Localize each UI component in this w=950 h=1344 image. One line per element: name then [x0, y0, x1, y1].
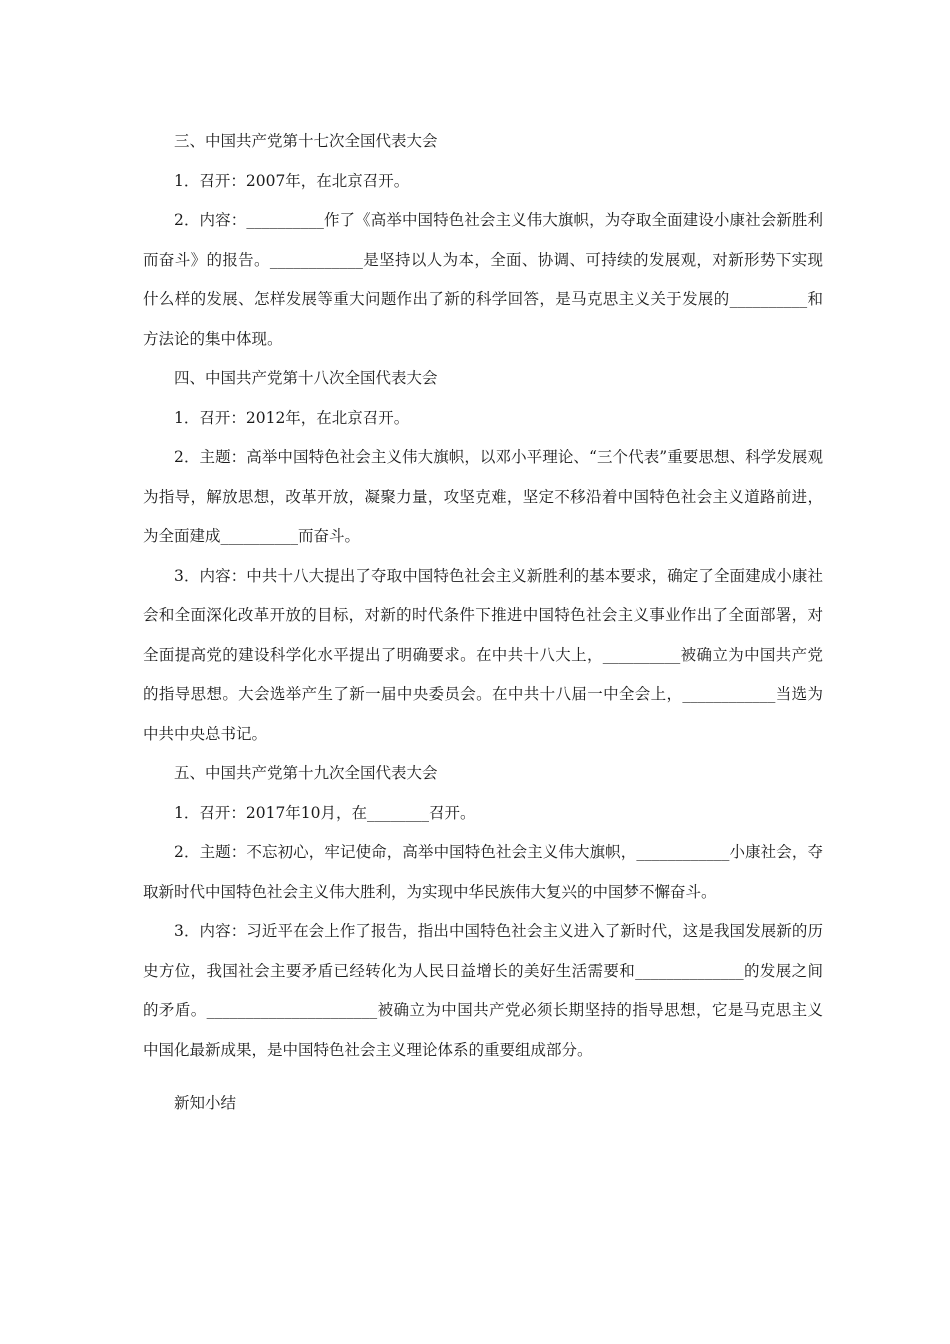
paragraph-17th-content: 2．内容：__________作了《高举中国特色社会主义伟大旗帜，为夺取全面建设小康社会新胜利而奋斗》的报告。____________是坚持以人为本，全面、协调、可持续的发展观，对新形势下实现什么样的发展、怎样发展等重大问题作出了新的科学回答，是马克思主义关于发展的__________和方法论的集中体现。: [143, 211, 823, 348]
document-page: [143, 122, 823, 1124]
paragraph-18th-theme: 2．主题：高举中国特色社会主义伟大旗帜，以邓小平理论、“三个代表”重要思想、科学发展观为指导，解放思想，改革开放，凝聚力量，攻坚克难，坚定不移沿着中国特色社会主义道路前进，为全面建成__________而奋斗。: [143, 448, 823, 545]
section-heading-18th-congress: 四、中国共产党第十八次全国代表大会: [174, 369, 438, 387]
paragraph-19th-convening: 1．召开：2017年10月，在________召开。: [174, 803, 476, 822]
paragraph-19th-theme: 2．主题：不忘初心，牢记使命，高举中国特色社会主义伟大旗帜，____________小康社会，夺取新时代中国特色社会主义伟大胜利，为实现中华民族伟大复兴的中国梦不懈奋斗。: [143, 843, 823, 901]
section-heading-19th-congress: 五、中国共产党第十九次全国代表大会: [174, 764, 438, 782]
paragraph-18th-content: 3．内容：中共十八大提出了夺取中国特色社会主义新胜利的基本要求，确定了全面建成小康社会和全面深化改革开放的目标，对新的时代条件下推进中国特色社会主义事业作出了全面部署，对全面提高党的建设科学化水平提出了明确要求。在中共十八大上，__________被确立为中国共产党的指导思想。大会选举产生了新一届中央委员会。在中共十八届一中全会上，____________当选为中共中央总书记。: [143, 566, 823, 743]
section-heading-17th-congress: 三、中国共产党第十七次全国代表大会: [174, 132, 438, 150]
paragraph-19th-content: 3．内容：习近平在会上作了报告，指出中国特色社会主义进入了新时代，这是我国发展新的历史方位，我国社会主要矛盾已经转化为人民日益增长的美好生活需要和______________的发展之间的矛盾。______________________被确立为中国共产党必须长期坚持的指导思想，它是马克思主义中国化最新成果，是中国特色社会主义理论体系的重要组成部分。: [143, 922, 823, 1059]
paragraph-17th-convening: 1．召开：2007年，在北京召开。: [174, 171, 410, 190]
paragraph-18th-convening: 1．召开：2012年，在北京召开。: [174, 408, 410, 427]
summary-title: 新知小结: [174, 1094, 237, 1112]
